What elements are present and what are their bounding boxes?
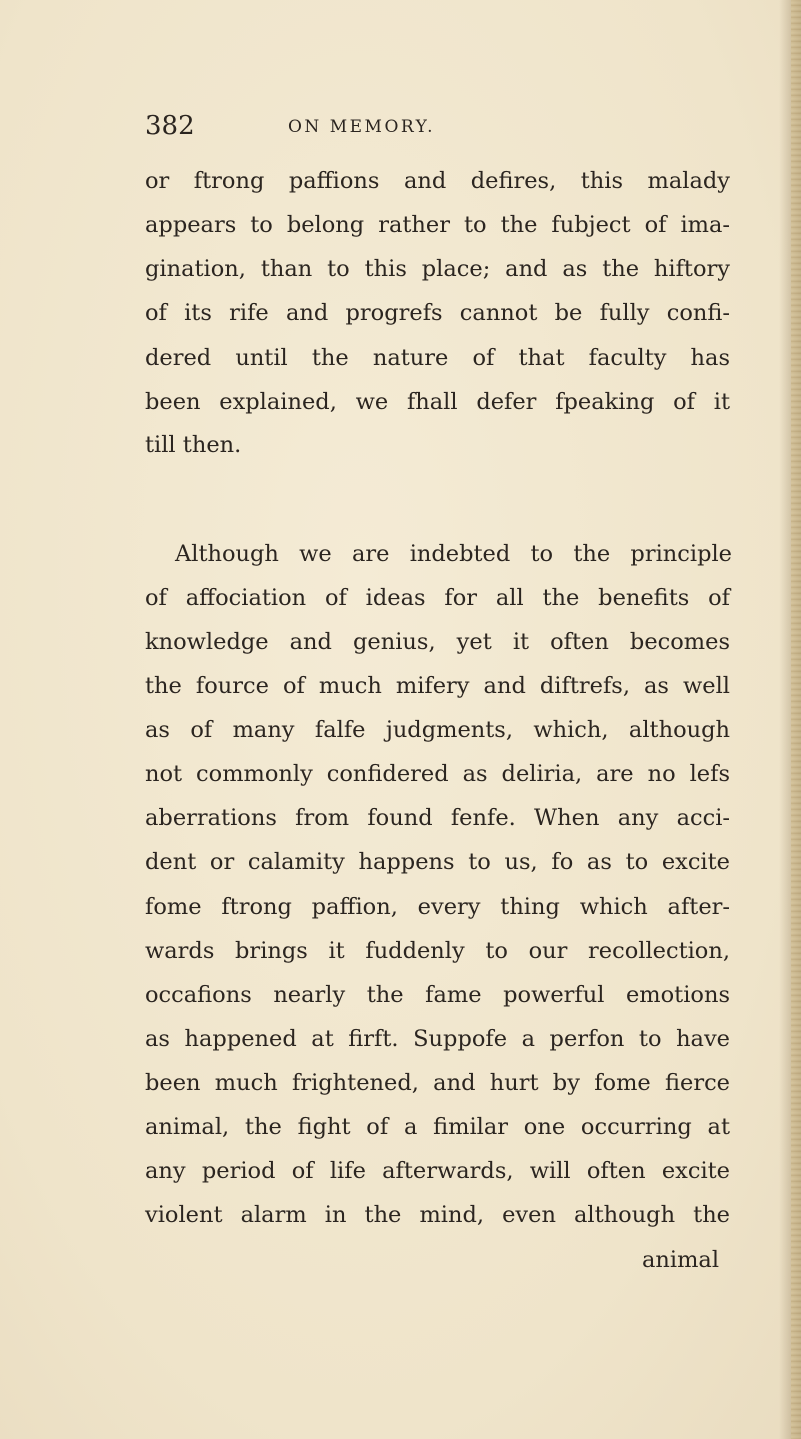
text-line-18: occafions nearly the fame powerful emotions: [145, 982, 730, 1008]
page-number: 382: [145, 111, 195, 141]
text-line-8: Although we are indebted to the principle: [175, 541, 732, 567]
text-line-3: gination, than to this place; and as the hiftory: [145, 256, 730, 282]
text-line-17: wards brings it fuddenly to our recollection,: [145, 938, 730, 964]
text-line-14: aberrations from found fenfe. When any acci-: [145, 805, 730, 831]
text-line-19: as happened at firft. Suppofe a perfon to have: [145, 1026, 730, 1052]
text-line-21: animal, the fight of a fimilar one occurring at: [145, 1114, 730, 1140]
text-line-22: any period of life afterwards, will often excite: [145, 1158, 730, 1184]
running-head-title: ON MEMORY.: [288, 117, 436, 137]
text-line-23: violent alarm in the mind, even although the: [145, 1202, 730, 1228]
running-head: [145, 110, 745, 150]
catchword: animal: [642, 1247, 720, 1273]
text-line-2: appears to belong rather to the fubject of ima-: [145, 212, 730, 238]
text-line-13: not commonly confidered as deliria, are no lefs: [145, 761, 730, 787]
text-line-6: been explained, we fhall defer fpeaking of it: [145, 389, 730, 415]
text-line-15: dent or calamity happens to us, fo as to excite: [145, 849, 730, 875]
text-line-20: been much frightened, and hurt by fome fierce: [145, 1070, 730, 1096]
text-line-11: the fource of much mifery and diftrefs, as well: [145, 673, 730, 699]
text-line-1: or ftrong paffions and defires, this malady: [145, 168, 730, 194]
text-line-5: dered until the nature of that faculty has: [145, 345, 730, 371]
text-line-10: knowledge and genius, yet it often becomes: [145, 629, 730, 655]
text-line-16: fome ftrong paffion, every thing which after-: [145, 894, 730, 920]
text-line-12: as of many falfe judgments, which, although: [145, 717, 730, 743]
text-line-7: till then.: [145, 432, 242, 458]
page-edge-strip: [791, 0, 801, 1439]
text-line-9: of affociation of ideas for all the benefits of: [145, 585, 730, 611]
text-line-4: of its rife and progrefs cannot be fully confi-: [145, 300, 730, 326]
